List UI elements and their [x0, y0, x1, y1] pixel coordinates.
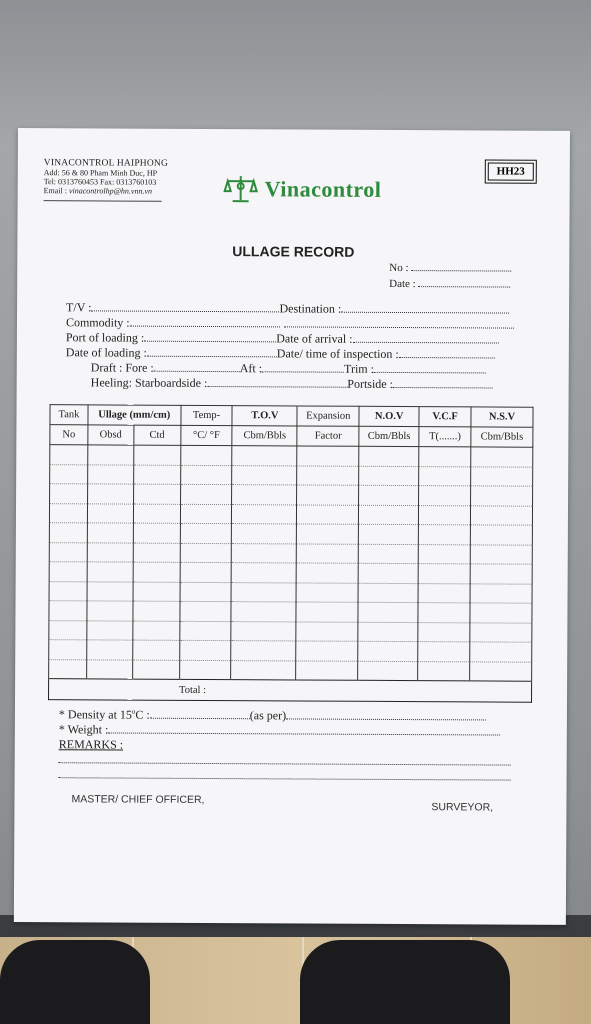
scales-icon — [223, 173, 259, 205]
date-field[interactable] — [419, 276, 511, 287]
company-block — [44, 159, 168, 202]
table-cell[interactable] — [418, 564, 470, 584]
table-cell[interactable] — [49, 581, 87, 601]
heeling-field[interactable] — [207, 376, 347, 388]
draft-fore-label: Draft : Fore : — [90, 360, 154, 375]
company-address: Add: 56 & 80 Pham Minh Duc, HP — [43, 168, 158, 178]
date-arrival-label: Date of arrival : — [276, 331, 353, 346]
table-cell[interactable] — [297, 485, 359, 505]
density-unit: C : — [135, 707, 150, 722]
table-cell[interactable] — [470, 583, 532, 603]
aft-field[interactable] — [262, 361, 344, 372]
no-date-block — [389, 260, 511, 293]
table-cell[interactable] — [180, 543, 232, 563]
table-cell[interactable] — [471, 466, 533, 486]
table-cell[interactable] — [359, 505, 419, 525]
table-cell[interactable] — [231, 602, 296, 622]
table-cell[interactable] — [180, 504, 232, 524]
table-cell[interactable] — [358, 544, 418, 564]
remarks-field[interactable] — [59, 767, 511, 780]
table-cell[interactable] — [87, 601, 133, 621]
table-cell[interactable] — [179, 621, 231, 641]
table-cell[interactable] — [358, 602, 418, 622]
table-cell[interactable] — [180, 465, 232, 485]
density-field[interactable] — [150, 708, 250, 720]
no-row — [389, 260, 511, 277]
table-cell[interactable] — [418, 544, 470, 564]
col-subheader: T(.......) — [419, 427, 471, 447]
table-cell[interactable] — [358, 583, 418, 603]
port-loading-field[interactable] — [144, 331, 276, 343]
table-cell[interactable] — [179, 640, 231, 660]
table-cell[interactable] — [133, 523, 180, 543]
portside-field[interactable] — [393, 377, 493, 389]
col-subheader: Cbm/Bbls — [359, 426, 419, 446]
table-cell[interactable] — [87, 542, 133, 562]
weight-field[interactable] — [108, 722, 500, 735]
col-header — [471, 407, 533, 427]
table-cell[interactable] — [87, 484, 133, 504]
col-subheader: Cbm/Bbls — [232, 426, 297, 446]
col-header-text: N.S.V — [488, 411, 516, 423]
remarks-label: REMARKS : — [58, 737, 124, 752]
col-header — [232, 406, 297, 426]
table-cell[interactable] — [358, 661, 418, 681]
table-cell[interactable] — [180, 582, 232, 602]
table-cell[interactable] — [232, 446, 297, 466]
table-cell[interactable] — [87, 640, 133, 660]
date-loading-field[interactable] — [147, 346, 277, 358]
page-title: ULLAGE RECORD — [232, 243, 355, 260]
table-cell[interactable] — [49, 601, 87, 621]
table-cell[interactable] — [88, 464, 134, 484]
table-cell[interactable] — [87, 562, 133, 582]
table-cell[interactable] — [132, 660, 179, 680]
divider — [44, 200, 162, 202]
table-cell[interactable] — [49, 503, 87, 523]
density-per: (as per) — [249, 708, 287, 723]
col-header-text: T.O.V — [251, 410, 279, 422]
table-cell[interactable] — [418, 603, 470, 623]
table-cell[interactable] — [180, 601, 232, 621]
table-cell[interactable] — [87, 503, 133, 523]
col-header — [88, 405, 181, 425]
table-cell[interactable] — [359, 466, 419, 486]
table-cell[interactable] — [470, 505, 532, 525]
surveyor-signature-label: SURVEYOR, — [431, 801, 494, 814]
trim-field[interactable] — [374, 362, 486, 374]
remarks-field[interactable] — [59, 752, 511, 765]
table-cell[interactable] — [87, 581, 133, 601]
table-row — [49, 503, 532, 525]
no-label: No : — [389, 261, 409, 275]
port-loading-label: Port of loading : — [65, 330, 145, 345]
table-row — [49, 640, 532, 662]
table-cell[interactable] — [297, 446, 359, 466]
company-email-row — [44, 186, 168, 196]
trim-label: Trim : — [344, 361, 375, 376]
table-cell[interactable] — [180, 484, 232, 504]
table-cell[interactable] — [231, 641, 296, 661]
col-subheader: Ctd — [134, 425, 181, 445]
table-cell[interactable] — [133, 543, 180, 563]
table-row — [50, 445, 533, 467]
table-cell[interactable] — [133, 465, 180, 485]
col-subheader: No — [50, 425, 88, 445]
col-header — [419, 407, 471, 427]
table-cell[interactable] — [133, 582, 180, 602]
table-cell[interactable] — [180, 445, 232, 465]
table-cell[interactable] — [418, 583, 470, 603]
table-cell[interactable] — [50, 445, 88, 465]
date-inspection-label: Date/ time of inspection : — [276, 346, 399, 361]
table-cell[interactable] — [296, 641, 358, 661]
table-cell[interactable] — [359, 446, 419, 466]
table-cell[interactable] — [49, 562, 87, 582]
table-cell[interactable] — [296, 621, 358, 641]
table-row — [49, 581, 532, 603]
form-sheet — [14, 128, 570, 925]
table-cell[interactable] — [419, 466, 471, 486]
table-cell[interactable] — [133, 562, 180, 582]
table-cell[interactable] — [49, 640, 87, 660]
email-label: Email : — [43, 186, 68, 196]
table-cell[interactable] — [470, 525, 532, 545]
table-cell[interactable] — [180, 562, 232, 582]
table-cell[interactable] — [296, 563, 358, 583]
table-row — [50, 484, 533, 506]
field-row — [66, 375, 514, 392]
table-cell[interactable] — [133, 601, 180, 621]
table-cell[interactable] — [133, 504, 180, 524]
date-loading-label: Date of loading : — [65, 345, 147, 360]
dark-leg — [0, 940, 150, 1024]
table-body — [49, 445, 533, 682]
table-cell[interactable] — [359, 485, 419, 505]
commodity-label: Commodity : — [65, 315, 130, 330]
table-cell[interactable] — [231, 621, 296, 641]
table-cell[interactable] — [50, 484, 88, 504]
draft-fore-field[interactable] — [154, 361, 240, 372]
table-row — [49, 620, 532, 642]
table-cell[interactable] — [358, 622, 418, 642]
destination-label: Destination : — [279, 301, 342, 316]
table-cell[interactable] — [358, 641, 418, 661]
no-field[interactable] — [411, 260, 511, 272]
table-cell[interactable] — [49, 542, 87, 562]
table-cell[interactable] — [359, 524, 419, 544]
table-cell[interactable] — [470, 564, 532, 584]
table-cell[interactable] — [49, 659, 87, 679]
table-header-row — [50, 405, 533, 428]
table-row — [50, 464, 533, 486]
table-cell[interactable] — [470, 642, 532, 662]
col-subheader: Cbm/Bbls — [471, 427, 533, 447]
master-signature-label: MASTER/ CHIEF OFFICER, — [71, 793, 205, 806]
total-row — [49, 679, 532, 703]
col-subheader: °C/ °F — [180, 425, 232, 445]
table-cell[interactable] — [232, 524, 297, 544]
table-cell[interactable] — [133, 484, 180, 504]
total-label: Total : — [49, 679, 532, 703]
table-cell[interactable] — [470, 603, 532, 623]
aft-label: Aft : — [239, 361, 263, 376]
table-row — [49, 659, 532, 681]
table-cell[interactable] — [232, 504, 297, 524]
table-cell[interactable] — [232, 465, 297, 485]
footer-block — [59, 704, 511, 784]
col-header: Tank — [50, 405, 88, 425]
col-header-text: V.C.F — [432, 411, 458, 423]
table-cell[interactable] — [471, 486, 533, 506]
company-name: VINACONTROL HAIPHONG — [43, 158, 169, 169]
vinacontrol-logo — [223, 173, 382, 206]
table-cell[interactable] — [470, 661, 532, 681]
table-cell[interactable] — [232, 543, 297, 563]
ullage-table — [48, 404, 534, 703]
destination-field[interactable] — [341, 302, 509, 314]
table-cell[interactable] — [87, 620, 133, 640]
form-code-badge: HH23 — [488, 162, 534, 180]
commodity-field-2[interactable] — [284, 316, 514, 328]
col-header — [359, 406, 419, 426]
table-cell[interactable] — [49, 620, 87, 640]
table-cell[interactable] — [419, 447, 471, 467]
table-cell[interactable] — [87, 659, 133, 679]
commodity-field[interactable] — [130, 316, 280, 328]
table-cell[interactable] — [132, 640, 179, 660]
table-cell[interactable] — [471, 447, 533, 467]
table-cell[interactable] — [50, 464, 88, 484]
table-cell[interactable] — [470, 622, 532, 642]
table-cell[interactable] — [297, 524, 359, 544]
weight-label: * Weight : — [58, 722, 109, 737]
date-row — [389, 276, 511, 293]
portside-label: Portside : — [347, 376, 394, 391]
table-cell[interactable] — [88, 445, 134, 465]
table-cell[interactable] — [297, 465, 359, 485]
table-cell[interactable] — [179, 660, 231, 680]
col-header: Temp- — [181, 405, 233, 425]
density-per-field[interactable] — [286, 708, 486, 720]
table-subheader-row — [50, 425, 533, 448]
table-row — [49, 542, 532, 564]
table-cell[interactable] — [297, 504, 359, 524]
table-cell[interactable] — [296, 602, 358, 622]
density-row: * Density at 15$^o$C : (as per) — [59, 704, 511, 724]
table-cell[interactable] — [418, 622, 470, 642]
table-cell[interactable] — [231, 660, 296, 680]
table-cell[interactable] — [232, 485, 297, 505]
table-cell[interactable] — [419, 486, 471, 506]
col-header: Expansion — [297, 406, 359, 426]
date-label: Date : — [389, 277, 416, 291]
col-subheader: Obsd — [88, 425, 134, 445]
table-cell[interactable] — [418, 661, 470, 681]
table-cell[interactable] — [231, 582, 296, 602]
table-cell[interactable] — [87, 523, 133, 543]
remarks-line — [59, 767, 511, 784]
table-cell[interactable] — [180, 523, 232, 543]
company-phone: Tel: 0313760453 Fax: 0313760103 — [43, 177, 157, 187]
table-cell[interactable] — [134, 445, 181, 465]
date-arrival-field[interactable] — [353, 332, 499, 344]
table-cell[interactable] — [296, 582, 358, 602]
table-cell[interactable] — [49, 523, 87, 543]
table-cell[interactable] — [232, 563, 297, 583]
table-cell[interactable] — [358, 563, 418, 583]
table-cell[interactable] — [470, 544, 532, 564]
col-subheader: Factor — [297, 426, 359, 446]
heeling-label: Heeling: Starboardside : — [90, 375, 208, 390]
company-email: vinacontrolhp@hn.vnn.vn — [68, 186, 153, 196]
dark-leg — [300, 940, 510, 1024]
table-row — [49, 523, 532, 545]
tv-label: T/V : — [66, 300, 92, 315]
density-label: * Density at 15 — [58, 707, 132, 722]
table-cell[interactable] — [133, 621, 180, 641]
table-cell[interactable] — [297, 543, 359, 563]
table-row — [49, 562, 532, 584]
table-cell[interactable] — [418, 525, 470, 545]
date-inspection-field[interactable] — [399, 347, 495, 359]
table-cell[interactable] — [418, 642, 470, 662]
tv-field[interactable] — [91, 300, 279, 312]
weight-row — [59, 722, 511, 739]
col-header-text: N.O.V — [374, 410, 404, 423]
logo-text: Vinacontrol — [264, 176, 382, 202]
table-cell[interactable] — [419, 505, 471, 525]
table-row — [49, 601, 532, 623]
col-header-text: Ullage (mm/cm) — [98, 409, 171, 421]
vessel-fields — [66, 300, 514, 392]
table-cell[interactable] — [296, 660, 358, 680]
